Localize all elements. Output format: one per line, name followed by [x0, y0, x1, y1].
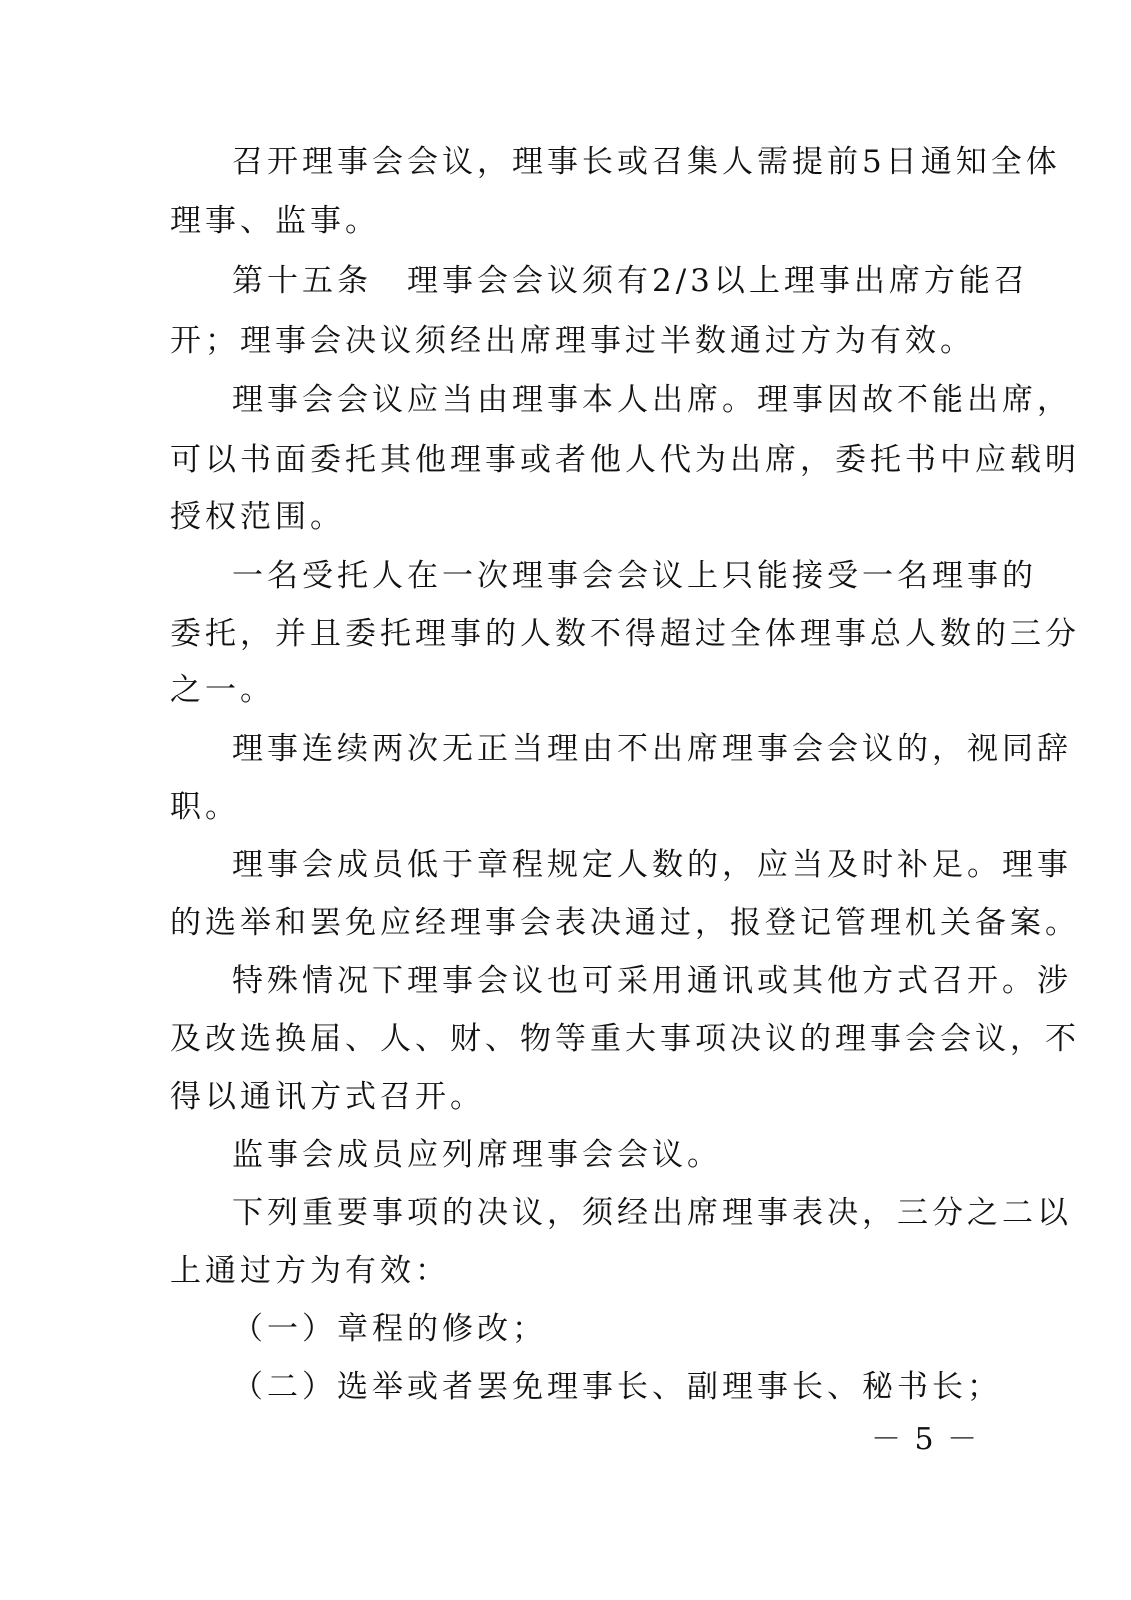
text-line: 监事会成员应列席理事会会议。: [232, 1137, 722, 1173]
text-line: 上通过方为有效：: [170, 1253, 450, 1289]
text-line: 职。: [170, 789, 240, 825]
text-line: 可以书面委托其他理事或者他人代为出席，委托书中应载明: [170, 442, 1080, 478]
text-line: 之一。: [170, 672, 275, 708]
list-item: （二）选举或者罢免理事长、副理事长、秘书长；: [232, 1369, 1002, 1405]
text-line: 及改选换届、人、财、物等重大事项决议的理事会会议，不: [170, 1021, 1080, 1057]
text-line: 下列重要事项的决议，须经出席理事表决，三分之二以: [232, 1195, 1072, 1231]
text-line: 一名受托人在一次理事会会议上只能接受一名理事的: [232, 558, 1037, 594]
list-item: （一）章程的修改；: [232, 1311, 547, 1347]
text-line: 第十五条 理事会会议须有2/3以上理事出席方能召: [232, 263, 1029, 299]
text-line: 理事、监事。: [170, 203, 380, 239]
text-line: 理事连续两次无正当理由不出席理事会会议的，视同辞: [232, 731, 1072, 767]
text-line: 授权范围。: [170, 499, 345, 535]
text-line: 理事会成员低于章程规定人数的，应当及时补足。理事: [232, 847, 1072, 883]
text-line: 的选举和罢免应经理事会表决通过，报登记管理机关备案。: [170, 905, 1080, 941]
text-line: 召开理事会会议，理事长或召集人需提前5日通知全体: [232, 144, 1061, 180]
text-line: 理事会会议应当由理事本人出席。理事因故不能出席，: [232, 382, 1072, 418]
text-line: 特殊情况下理事会议也可采用通讯或其他方式召开。涉: [232, 963, 1072, 999]
text-line: 得以通讯方式召开。: [170, 1079, 485, 1115]
text-line: 委托，并且委托理事的人数不得超过全体理事总人数的三分: [170, 616, 1080, 652]
page-number: － 5 －: [871, 1422, 980, 1457]
text-line: 开；理事会决议须经出席理事过半数通过方为有效。: [170, 323, 975, 359]
